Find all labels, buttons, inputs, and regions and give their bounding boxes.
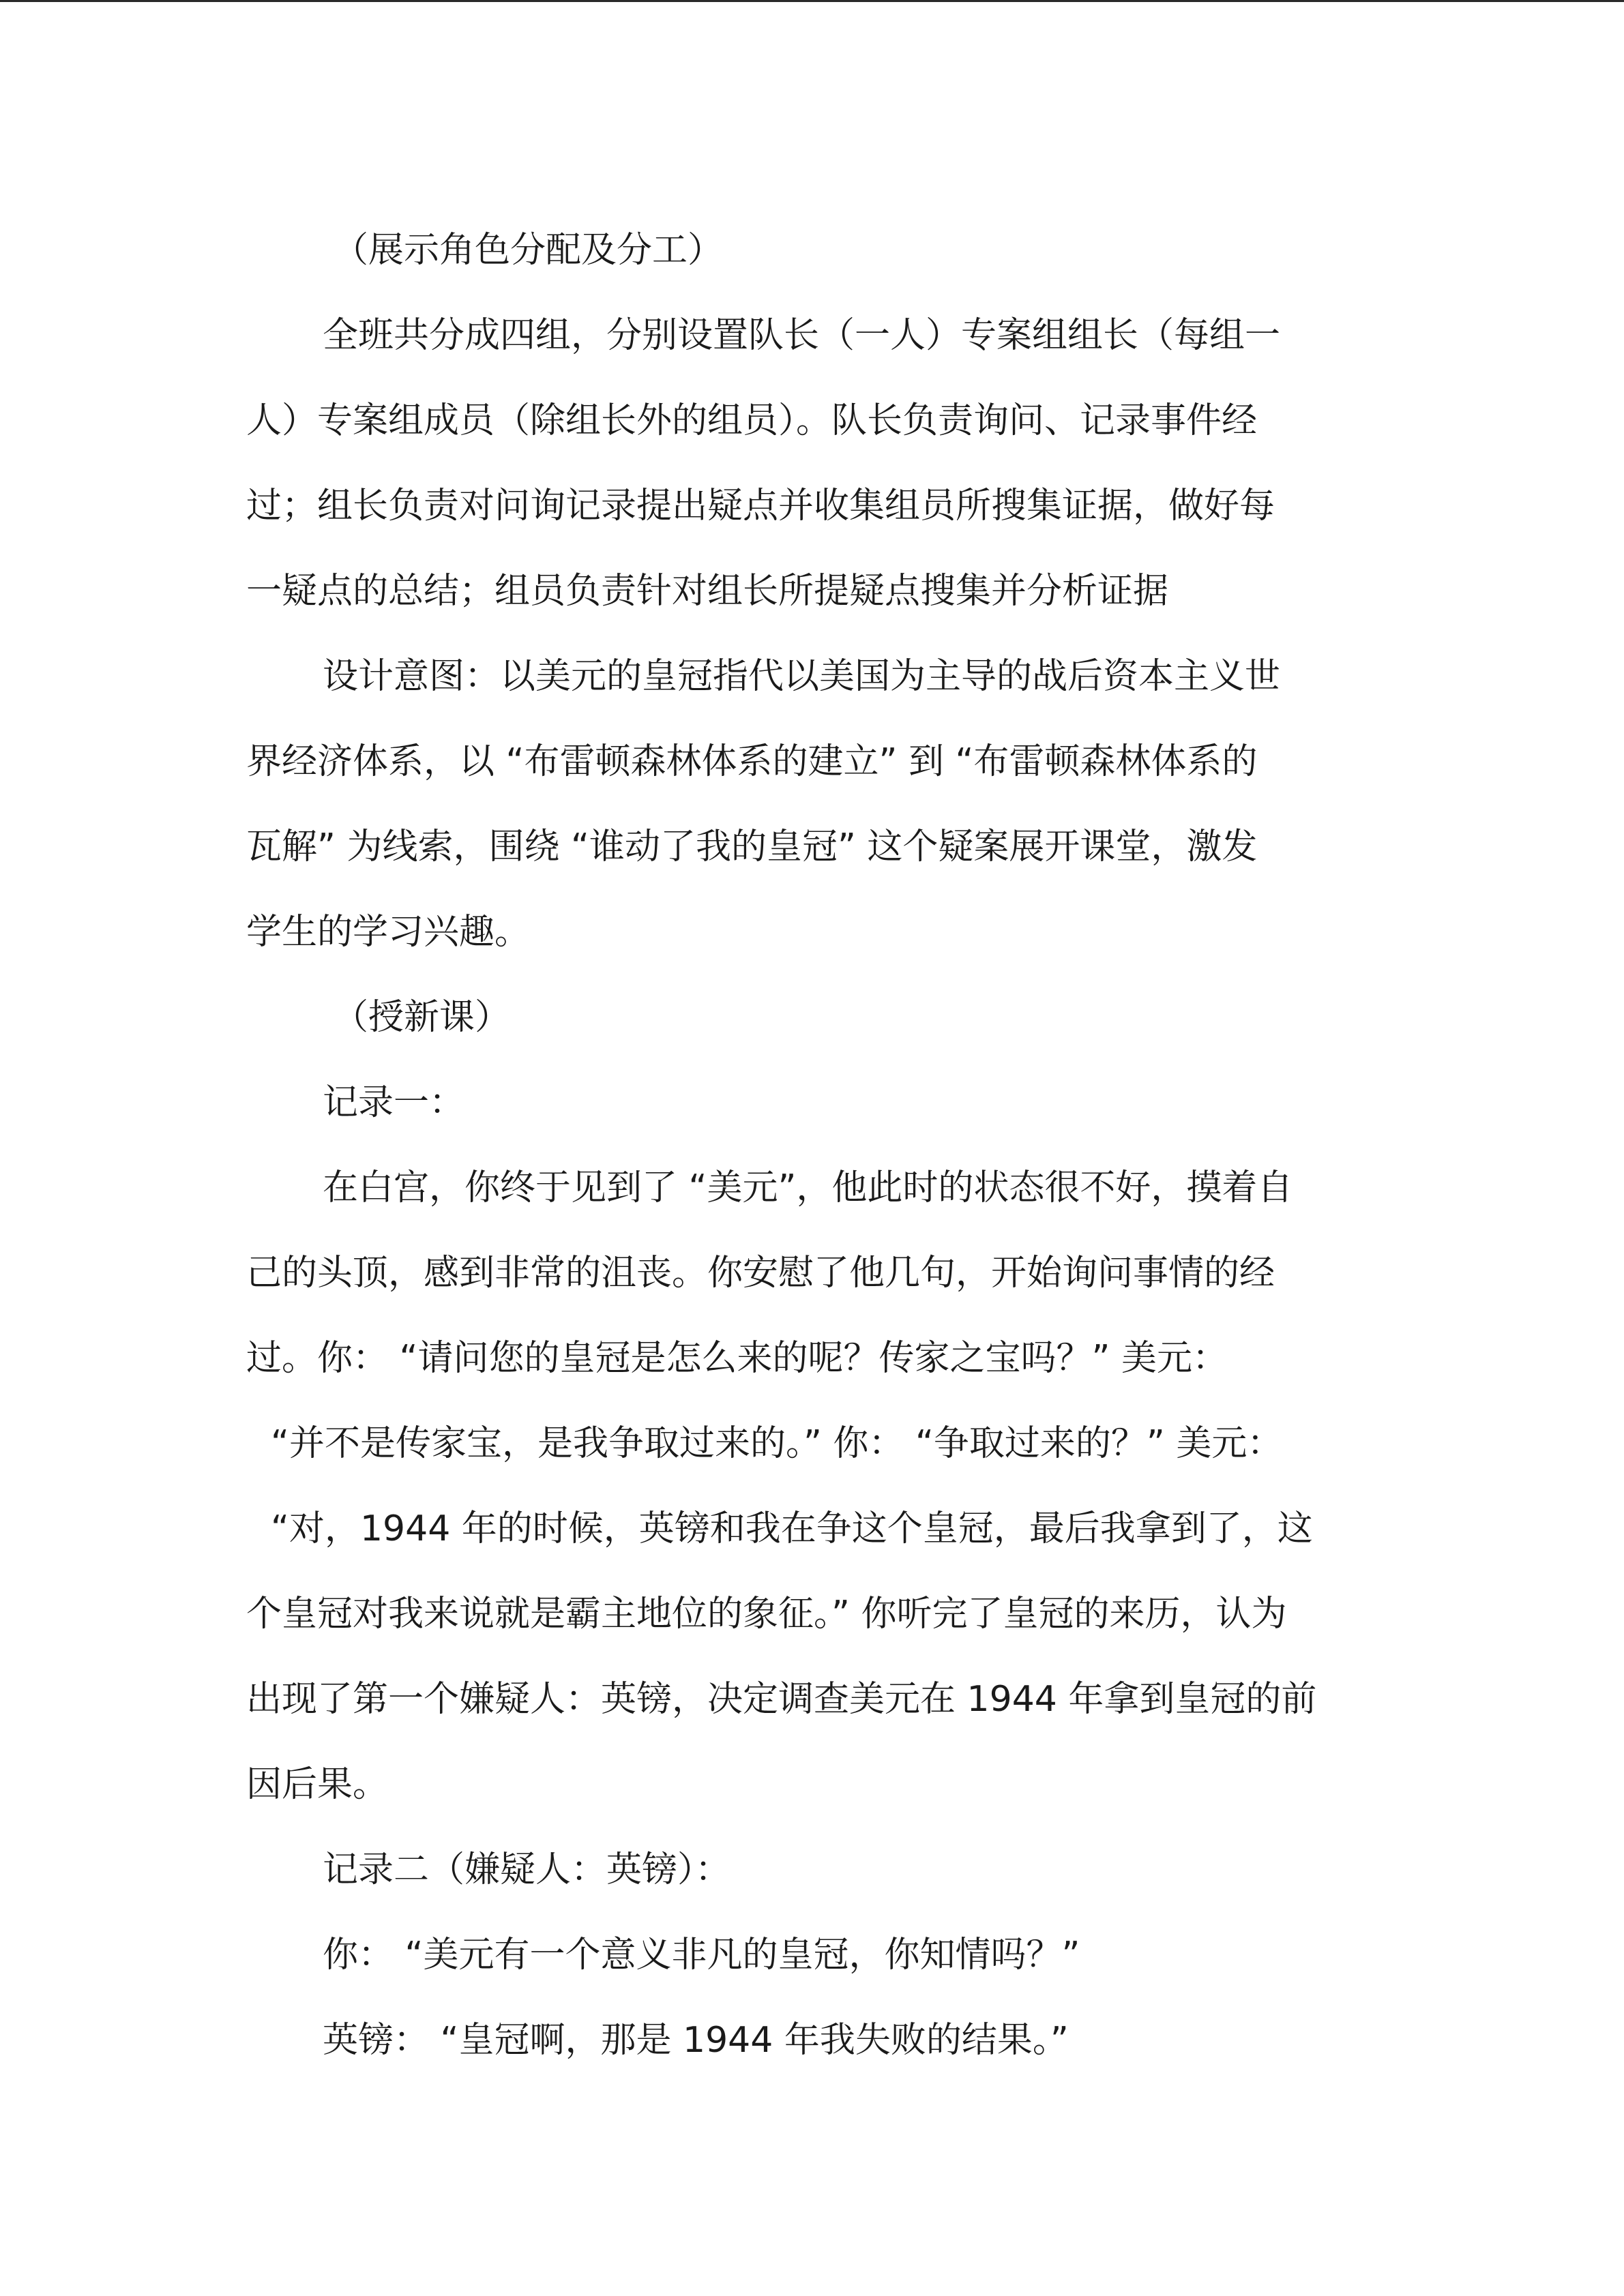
text-line: 因后果。	[246, 1764, 389, 1805]
text-line: 个皇冠对我来说就是霸主地位的象征。” 你听完了皇冠的来历，认为	[246, 1594, 1287, 1635]
text-line: 一疑点的总结；组员负责针对组长所提疑点搜集并分析证据	[246, 571, 1169, 612]
text-line: 记录二（嫌疑人：英镑）：	[323, 1849, 731, 1890]
text-line: 瓦解” 为线索，围绕 “谁动了我的皇冠” 这个疑案展开课堂，激发	[246, 826, 1258, 867]
text-line: 人）专案组成员（除组长外的组员）。队长负责询问、记录事件经	[246, 400, 1258, 441]
text-line: 己的头顶，感到非常的沮丧。你安慰了他几句，开始询问事情的经	[246, 1253, 1275, 1294]
page-top-border	[0, 0, 1624, 2]
text-line: 过；组长负责对问询记录提出疑点并收集组员所搜集证据，做好每	[246, 486, 1275, 526]
text-line: “对，1944 年的时候，英镑和我在争这个皇冠，最后我拿到了，这	[271, 1508, 1313, 1549]
text-line: 过。你： “请问您的皇冠是怎么来的呢？传家之宝吗？” 美元：	[246, 1338, 1228, 1379]
text-line: 学生的学习兴趣。	[246, 912, 531, 953]
text-line: 你： “美元有一个意义非凡的皇冠，你知情吗？”	[323, 1935, 1080, 1976]
document-body	[246, 208, 1378, 2083]
text-line: 出现了第一个嫌疑人：英镑，决定调查美元在 1944 年拿到皇冠的前	[246, 1679, 1317, 1720]
text-line: 界经济体系，以 “布雷顿森林体系的建立” 到 “布雷顿森林体系的	[246, 741, 1258, 782]
text-line: （展示角色分配及分工）	[333, 230, 724, 271]
text-line: 英镑： “皇冠啊，那是 1944 年我失败的结果。”	[323, 2020, 1069, 2061]
text-line: “并不是传家宝，是我争取过来的。” 你： “争取过来的？” 美元：	[271, 1423, 1283, 1464]
text-line: 在白宫，你终于见到了 “美元”，他此时的状态很不好，摸着自	[323, 1167, 1293, 1208]
text-line: 设计意图：以美元的皇冠指代以美国为主导的战后资本主义世	[323, 656, 1281, 697]
text-line: 记录一：	[323, 1082, 465, 1123]
text-line: 全班共分成四组，分别设置队长（一人）专案组组长（每组一	[323, 315, 1281, 356]
text-line: （授新课）	[333, 997, 511, 1038]
